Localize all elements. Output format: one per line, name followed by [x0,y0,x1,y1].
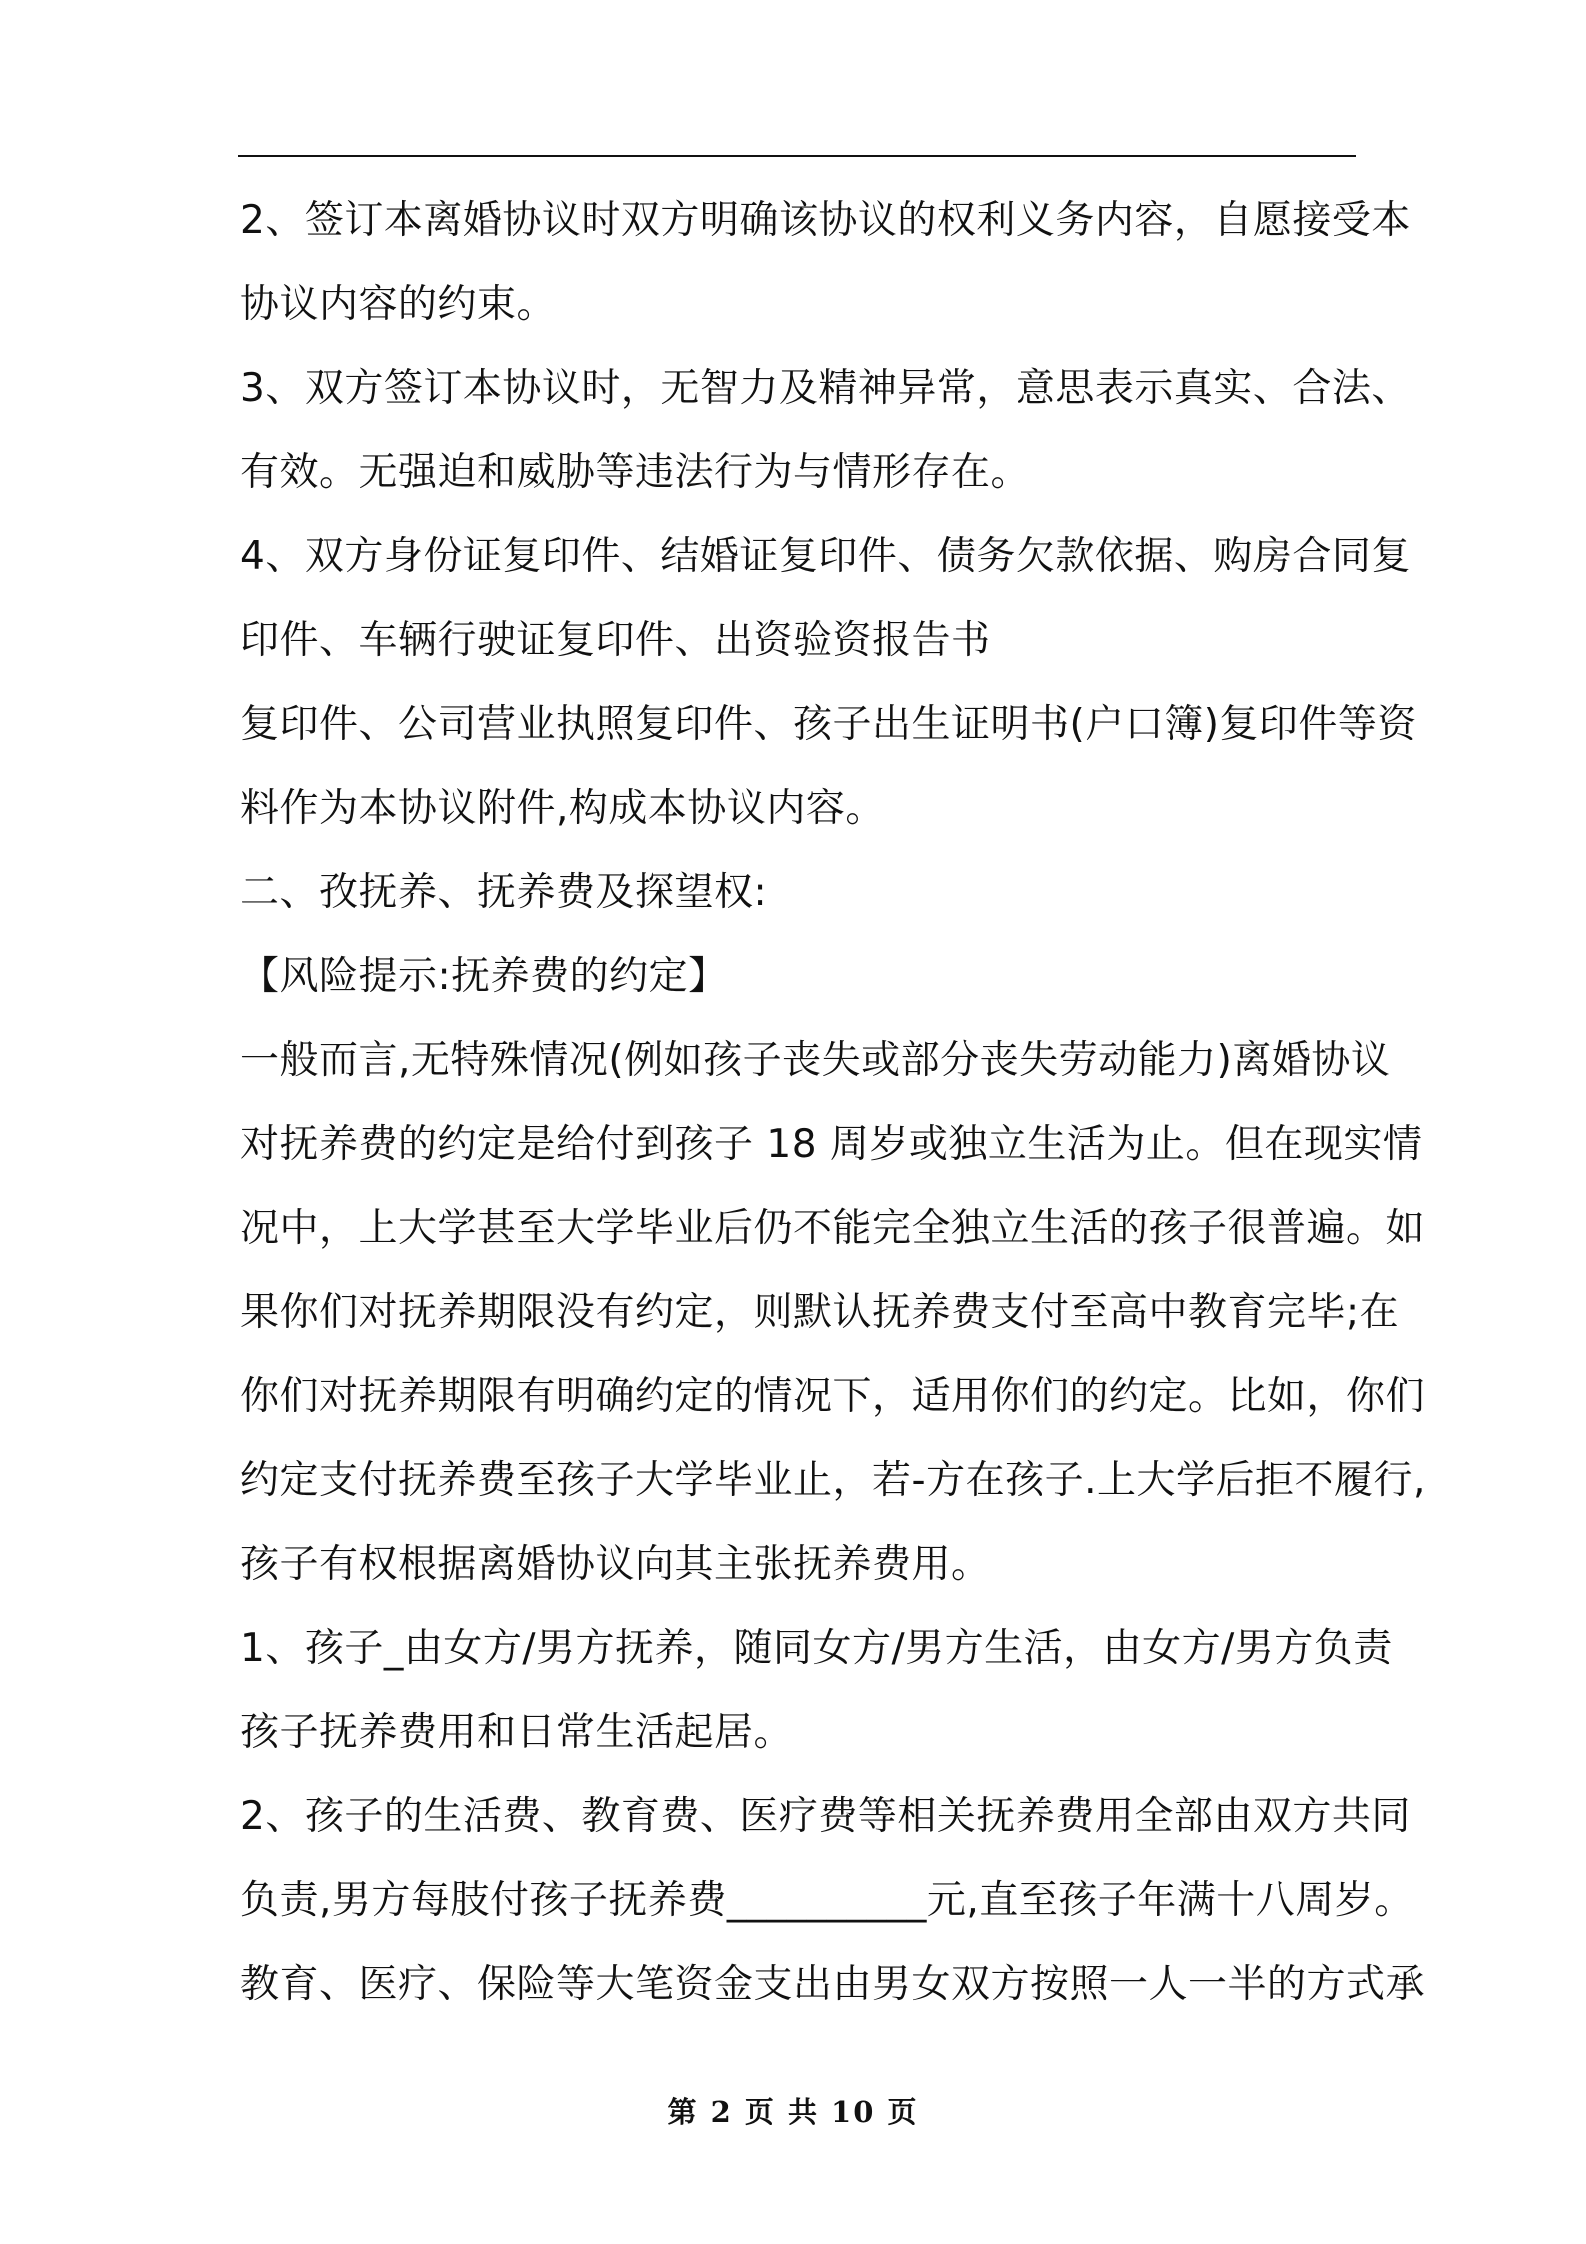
text-line: 复印件、公司营业执照复印件、孩子出生证明书(户口簿)复印件等资 [240,702,1417,747]
page-number: 第 2 页 共 10 页 [667,2095,919,2129]
text-line: 果你们对抚养期限没有约定，则默认抚养费支付至高中教育完毕;在 [240,1290,1400,1335]
text-line: 2、签订本离婚协议时双方明确该协议的权利义务内容，自愿接受本 [240,198,1411,243]
text-line: 有效。无强迫和威胁等违法行为与情形存在。 [240,450,1031,495]
text-line: 孩子抚养费用和日常生活起居。 [240,1710,794,1755]
text-line: 料作为本协议附件,构成本协议内容。 [240,786,885,831]
header-rule [238,155,1356,157]
text-line: 负责,男方每肢付孩子抚养费__________元,直至孩子年满十八周岁。 [240,1878,1414,1923]
text-line: 约定支付抚养费至孩子大学毕业止，若-方在孩子.上大学后拒不履行, [240,1458,1426,1503]
text-line: 4、双方身份证复印件、结婚证复印件、债务欠款依据、购房合同复 [240,534,1411,579]
text-line: 2、孩子的生活费、教育费、医疗费等相关抚养费用全部由双方共同 [240,1794,1411,1839]
text-line: 对抚养费的约定是给付到孩子 18 周岁或独立生活为止。但在现实情 [240,1122,1423,1167]
text-line: 3、双方签订本协议时，无智力及精神异常，意思表示真实、合法、 [240,366,1411,411]
risk-tip-heading: 【风险提示:抚养费的约定】 [240,954,728,999]
text-line: 1、孩子_由女方/男方抚养，随同女方/男方生活，由女方/男方负责 [240,1626,1393,1671]
text-line: 一般而言,无特殊情况(例如孩子丧失或部分丧失劳动能力)离婚协议 [240,1038,1391,1083]
text-line: 况中，上大学甚至大学毕业后仍不能完全独立生活的孩子很普遍。如 [240,1206,1426,1251]
text-line: 孩子有权根据离婚协议向其主张抚养费用。 [240,1542,991,1587]
section-heading: 二、孜抚养、抚养费及探望权: [240,870,768,915]
text-line: 你们对抚养期限有明确约定的情况下，适用你们的约定。比如，你们 [240,1374,1426,1419]
text-line: 印件、车辆行驶证复印件、出资验资报告书 [240,618,991,663]
text-line: 协议内容的约束。 [240,282,557,327]
text-line: 教育、医疗、保险等大笔资金支出由男女双方按照一人一半的方式承 [240,1962,1426,2007]
